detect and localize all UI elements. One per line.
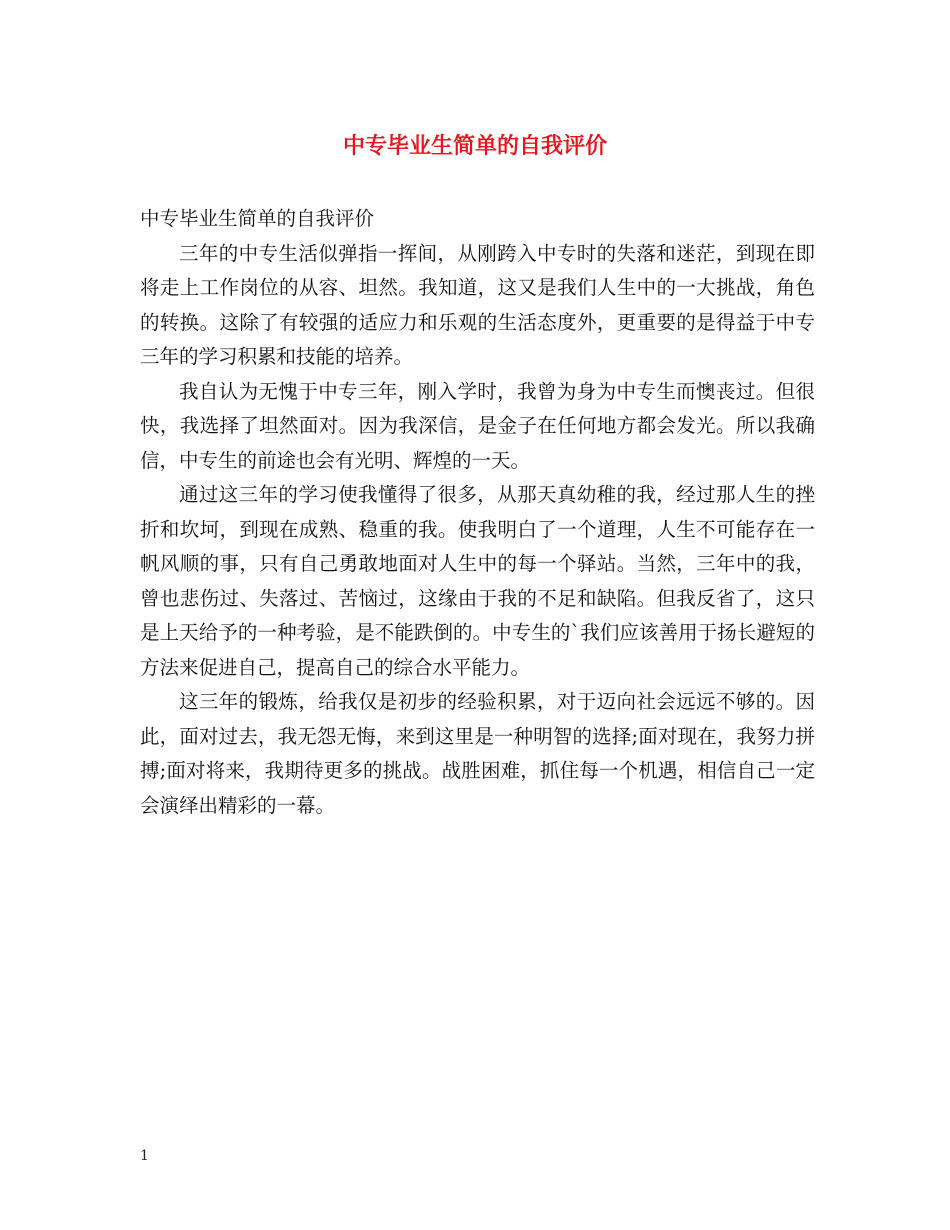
paragraph-2: 我自认为无愧于中专三年，刚入学时，我曾为身为中专生而懊丧过。但很快，我选择了坦然面对。因为我深信，是金子在任何地方都会发光。所以我确信，中专生的前途也会有光明、辉煌的一天。 (140, 379, 815, 472)
paragraph-1: 三年的中专生活似弹指一挥间，从刚跨入中专时的失落和迷茫，到现在即将走上工作岗位的从容、坦然。我知道，这又是我们人生中的一大挑战，角色的转换。这除了有较强的适应力和乐观的生活态度外，更重要的是得益于中专三年的学习积累和技能的培养。 (140, 241, 815, 368)
document-title: 中专毕业生简单的自我评价 (342, 134, 607, 159)
document-body (140, 202, 815, 823)
paragraph-3: 通过这三年的学习使我懂得了很多，从那天真幼稚的我，经过那人生的挫折和坎坷，到现在成熟、稳重的我。使我明白了一个道理，人生不可能存在一帆风顺的事，只有自己勇敢地面对人生中的每一个驿站。当然，三年中的我，曾也悲伤过、失落过、苦恼过，这缘由于我的不足和缺陷。但我反省了，这只是上天给予的一种考验，是不能跌倒的。中专生的`我们应该善用于扬长避短的方法来促进自己，提高自己的综合水平能力。 (140, 483, 815, 679)
document-subtitle: 中专毕业生简单的自我评价 (140, 207, 375, 230)
paragraph-4: 这三年的锻炼，给我仅是初步的经验积累，对于迈向社会远远不够的。因此，面对过去，我无怨无悔，来到这里是一种明智的选择;面对现在，我努力拼搏;面对将来，我期待更多的挑战。战胜困难，抓住每一个机遇，相信自己一定会演绎出精彩的一幕。 (140, 690, 815, 817)
page-number: 1 (140, 1148, 149, 1164)
